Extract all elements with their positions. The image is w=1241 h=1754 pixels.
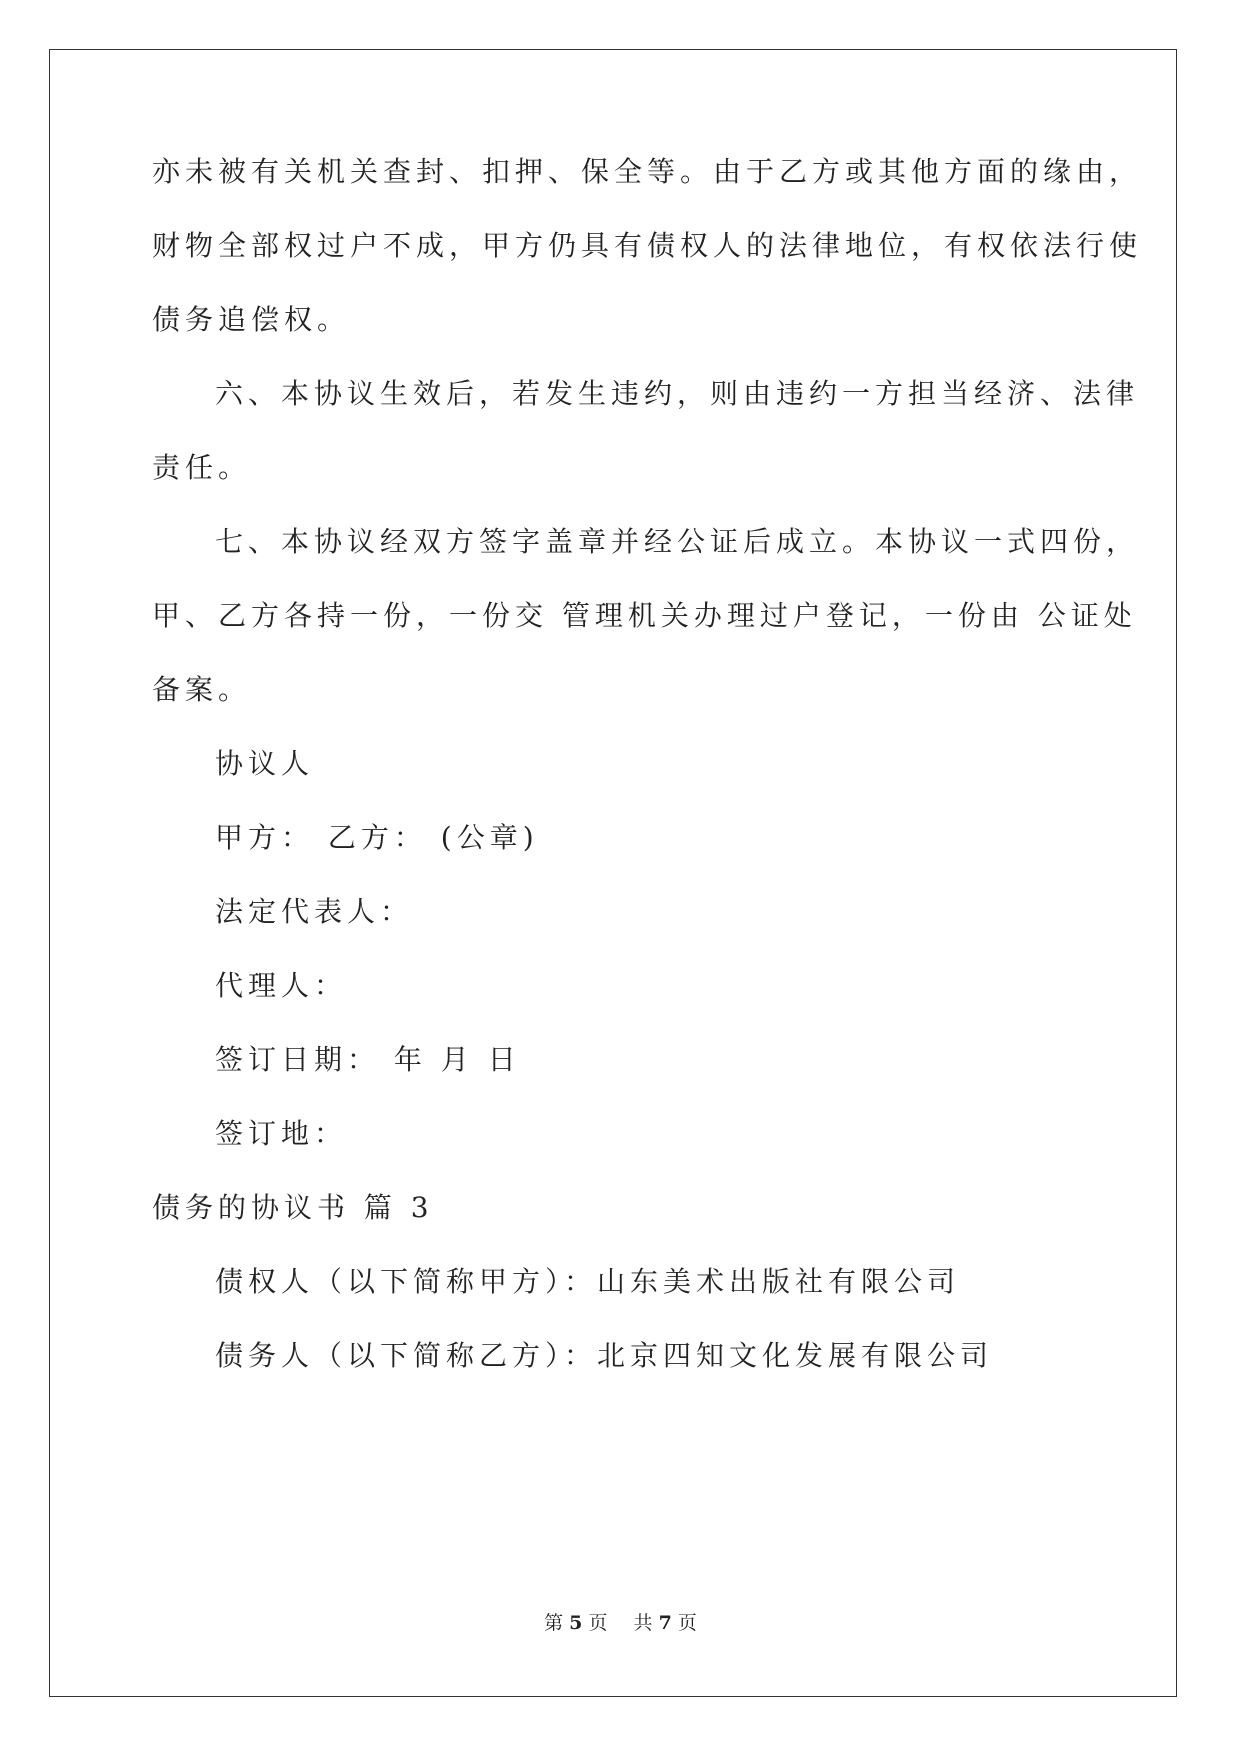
page-number: 5 [569, 1612, 583, 1634]
paragraph-line: 亦未被有关机关查封、扣押、保全等。由于乙方或其他方面的缘由， [152, 155, 1143, 188]
total-suffix: 页 [677, 1612, 697, 1634]
paragraph-line: 财物全部权过户不成，甲方仍具有债权人的法律地位，有权依法行使 [152, 229, 1143, 262]
clause-seven-line: 甲、乙方各持一份，一份交 管理机关办理过户登记，一份由 公证处 [152, 599, 1137, 632]
page-suffix: 页 [588, 1612, 608, 1634]
debtor-line: 债务人（以下简称乙方）：北京四知文化发展有限公司 [215, 1339, 994, 1372]
page-footer [0, 1611, 1241, 1635]
signing-place-line: 签订地： [215, 1117, 348, 1150]
signing-date-line: 签订日期： 年 月 日 [215, 1043, 521, 1076]
total-prefix: 共 [633, 1612, 653, 1634]
clause-six-line: 六、本协议生效后，若发生违约，则由违约一方担当经济、法律 [215, 377, 1140, 410]
clause-seven-line: 七、本协议经双方签字盖章并经公证后成立。本协议一式四份， [215, 525, 1140, 558]
legal-representative-line: 法定代表人： [215, 895, 414, 928]
total-pages: 7 [658, 1612, 672, 1634]
creditor-line: 债权人（以下简称甲方）：山东美术出版社有限公司 [215, 1265, 961, 1298]
paragraph-line: 债务追偿权。 [152, 303, 351, 336]
agent-line: 代理人： [215, 969, 348, 1002]
page-border [49, 49, 1177, 1697]
clause-seven-line: 备案。 [152, 673, 252, 706]
parties-line: 甲方： 乙方： (公章) [215, 821, 539, 854]
section-title: 债务的协议书 篇 3 [152, 1191, 434, 1224]
signatories-heading: 协议人 [215, 747, 315, 780]
page-prefix: 第 [544, 1612, 564, 1634]
clause-six-line: 责任。 [152, 451, 252, 484]
